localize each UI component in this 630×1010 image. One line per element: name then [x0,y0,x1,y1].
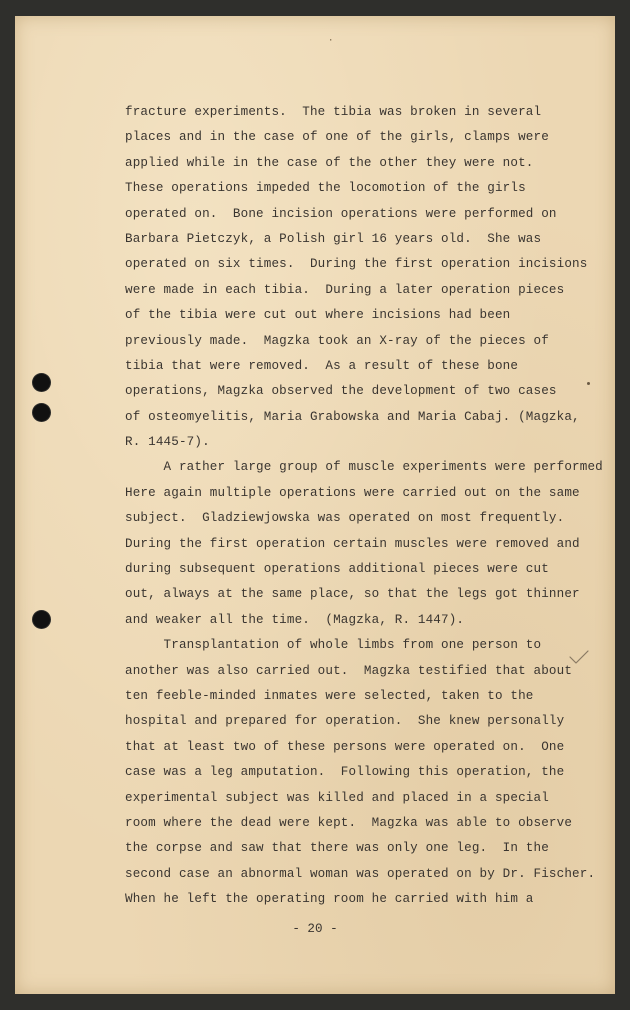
text-line: fracture experiments. The tibia was broken in several [125,105,542,119]
stray-mark: · [328,36,334,46]
text-line: of the tibia were cut out where incisions had been [125,308,511,323]
text-line: These operations impeded the locomotion of the girls [125,181,526,196]
text-line: another was also carried out. Magzka testified that about [125,663,573,678]
text-line: Transplantation of whole limbs from one person to [125,638,542,653]
text-line: the corpse and saw that there was only one leg. In the [125,841,549,856]
text-line: ten feeble-minded inmates were selected, taken to the [125,688,534,703]
text-line: operated on six times. During the first operation incisions [125,257,588,272]
text-line: operated on. Bone incision operations were performed on [125,206,557,221]
text-line: that at least two of these persons were operated on. One [125,739,565,754]
text-line: A rather large group of muscle experiments were performed [125,460,603,475]
binder-hole-top [33,374,50,391]
text-line: tibia that were removed. As a result of these bone [125,358,519,373]
text-line: out, always at the same place, so that the legs got thinner [125,587,580,602]
text-line: hospital and prepared for operation. She knew personally [125,714,565,729]
text-line: applied while in the case of the other they were not. [125,155,534,170]
text-line: Barbara Pietczyk, a Polish girl 16 years old. She was [125,231,542,246]
text-line: were made in each tibia. During a later operation pieces [125,282,565,297]
text-line: operations, Magzka observed the development of two cases [125,384,557,399]
text-line: during subsequent operations additional pieces were cut [125,562,549,577]
text-line: of osteomyelitis, Maria Grabowska and Maria Cabaj. (Magzka, [125,409,580,424]
ink-speck [587,382,590,385]
binder-hole-bottom [33,611,50,628]
binder-hole-middle [33,404,50,421]
typed-body-text [125,100,603,913]
text-line: Here again multiple operations were carried out on the same [125,485,580,500]
text-line: When he left the operating room he carried with him a [125,892,534,907]
text-line: R. 1445-7). [125,435,210,450]
text-line: subject. Gladziewjowska was operated on most frequently. [125,511,565,526]
text-line: places and in the case of one of the girls, clamps were [125,130,549,145]
text-line: previously made. Magzka took an X-ray of the pieces of [125,333,549,348]
text-line: During the first operation certain muscles were removed and [125,536,580,551]
text-line: case was a leg amputation. Following this operation, the [125,765,565,780]
text-line: and weaker all the time. (Magzka, R. 1447). [125,612,465,627]
text-line: second case an abnormal woman was operated on by Dr. Fischer. [125,866,596,881]
text-line: experimental subject was killed and placed in a special [125,790,549,805]
text-line: room where the dead were kept. Magzka was able to observe [125,815,573,830]
page-number: - 20 - [292,922,338,936]
